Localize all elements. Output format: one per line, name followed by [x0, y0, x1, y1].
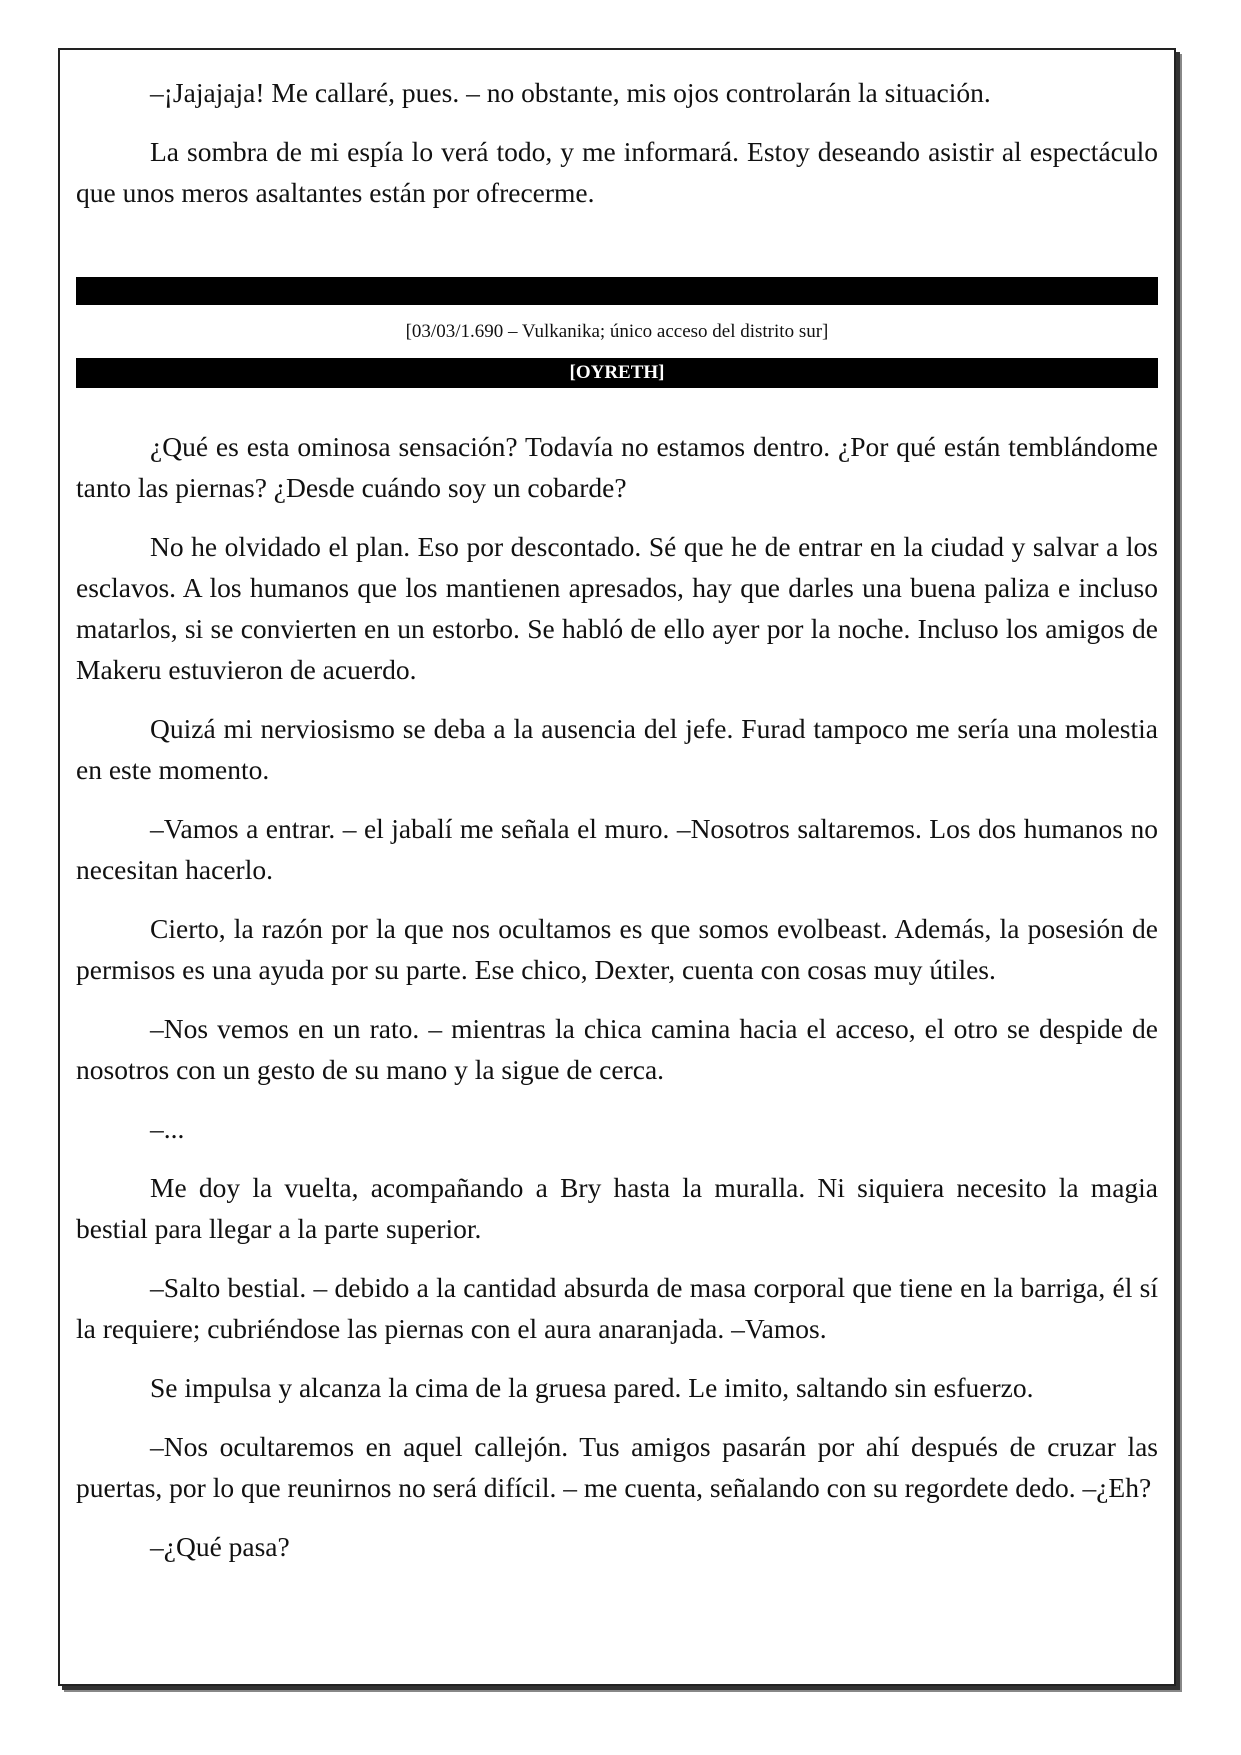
scene-divider-bar: [76, 277, 1158, 305]
paragraph: –¡Jajajaja! Me callaré, pues. – no obstante, mis ojos controlarán la situación.: [150, 77, 991, 108]
paragraph: La sombra de mi espía lo verá todo, y me informará. Estoy deseando asistir al espectáculo que unos meros asaltantes están por ofrecerme.: [76, 136, 1158, 208]
paragraph: Se impulsa y alcanza la cima de la gruesa pared. Le imito, saltando sin esfuerzo.: [150, 1372, 1034, 1403]
paragraph: –Vamos a entrar. – el jabalí me señala el muro. –Nosotros saltaremos. Los dos humanos no necesitan hacerlo.: [76, 813, 1158, 885]
page-content: [76, 72, 1158, 1585]
paragraph: ¿Qué es esta ominosa sensación? Todavía no estamos dentro. ¿Por qué están temblándome tanto las piernas? ¿Desde cuándo soy un cobarde?: [76, 431, 1158, 503]
narrator-name-bar: [OYRETH]: [76, 358, 1158, 388]
paragraph: No he olvidado el plan. Eso por descontado. Sé que he de entrar en la ciudad y salvar a los esclavos. A los humanos que los mantienen apresados, hay que darles una buena paliza e incluso matarlos, si se convierten en un estorbo. Se habló de ello ayer por la noche. Incluso los amigos de Makeru estuvieron de acuerdo.: [76, 531, 1158, 685]
paragraph: Me doy la vuelta, acompañando a Bry hasta la muralla. Ni siquiera necesito la magia bestial para llegar a la parte superior.: [76, 1172, 1158, 1244]
paragraph: –Nos ocultaremos en aquel callejón. Tus amigos pasarán por ahí después de cruzar las puertas, por lo que reunirnos no será difícil. – me cuenta, señalando con su regordete dedo. –¿Eh?: [76, 1431, 1158, 1503]
paragraph: Cierto, la razón por la que nos ocultamos es que somos evolbeast. Además, la posesión de permisos es una ayuda por su parte. Ese chico, Dexter, cuenta con cosas muy útiles.: [76, 913, 1158, 985]
paragraph: –¿Qué pasa?: [150, 1531, 290, 1562]
paragraph: –Nos vemos en un rato. – mientras la chica camina hacia el acceso, el otro se despide de nosotros con un gesto de su mano y la sigue de cerca.: [76, 1013, 1158, 1085]
paragraph: Quizá mi nerviosismo se deba a la ausencia del jefe. Furad tampoco me sería una molestia en este momento.: [76, 713, 1158, 785]
page-frame: [58, 48, 1176, 1686]
paragraph: –...: [150, 1113, 185, 1144]
paragraph: –Salto bestial. – debido a la cantidad absurda de masa corporal que tiene en la barriga, él sí la requiere; cubriéndose las piernas con el aura anaranjada. –Vamos.: [76, 1272, 1158, 1344]
scene-location-heading: [03/03/1.690 – Vulkanika; único acceso del distrito sur]: [405, 321, 829, 342]
